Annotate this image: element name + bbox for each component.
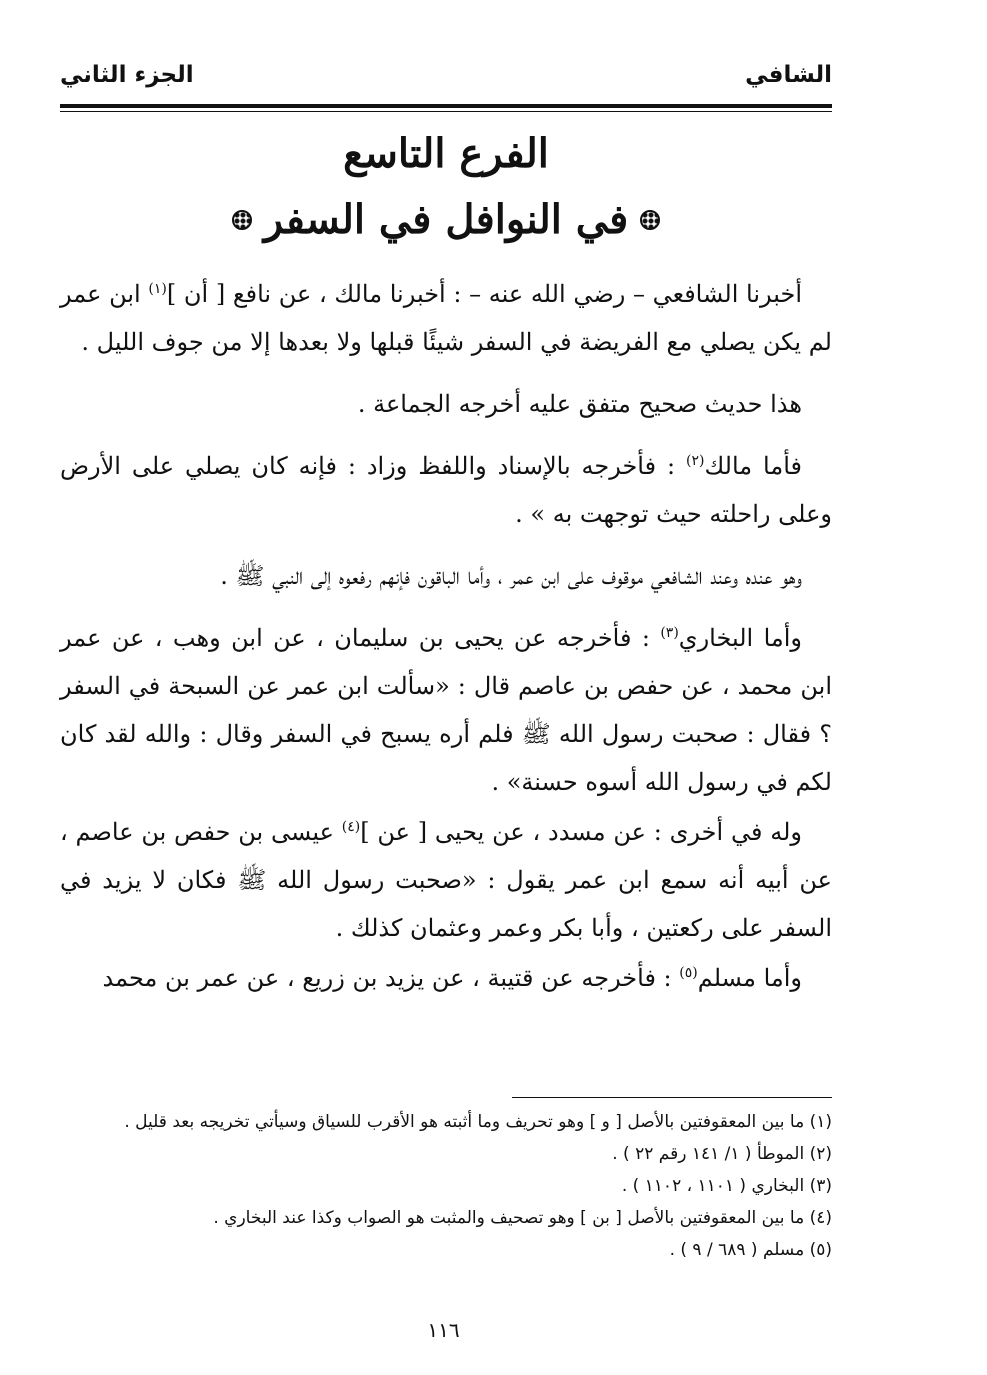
ornament-icon xyxy=(640,210,660,230)
footnote-2: (٢) الموطأ ( ١/ ١٤١ رقم ٢٢ ) . xyxy=(612,1144,832,1164)
running-header xyxy=(60,62,832,88)
footnote-ref[interactable]: (٥) xyxy=(679,965,698,981)
footnote-ref[interactable]: (٣) xyxy=(660,625,679,641)
section-title xyxy=(60,192,832,248)
section-title-text: في النوافل في السفر xyxy=(263,196,629,243)
footnote-5: (٥) مسلم ( ٦٨٩ / ٩ ) . xyxy=(669,1240,832,1260)
paragraph-1: أخبرنا الشافعي – رضي الله عنه – : أخبرنا مالك ، عن نافع [ أن ]$^{(١)}$ ابن عمر لم يكن يصلي مع الفريضة في السفر شيئًا قبلها ولا بعدها إلا من جوف الليل . xyxy=(60,280,832,356)
header-volume: الجزء الثاني xyxy=(60,62,194,88)
paragraph-5: وأما البخاري$^{(٣)}$ : فأخرجه عن يحيى بن سليمان ، عن ابن وهب ، عن عمر ابن محمد ، عن حفص بن عاصم قال : «سألت ابن عمر عن السبحة في السفر ؟ فقال : صحبت رسول الله ﷺ فلم أره يسبح في السفر وقال : والله لقد كان لكم في رسول الله أسوه حسنة» . xyxy=(60,624,832,796)
footnote-rule xyxy=(512,1097,832,1098)
footnote-ref[interactable]: (١) xyxy=(148,281,167,297)
body-text xyxy=(60,270,832,1004)
header-book-title: الشافي xyxy=(745,62,832,88)
paragraph-4: وهو عنده وعند الشافعي موقوف على ابن عمر ، وأما الباقون فإنهم رفعوه إلى النبي ﷺ . xyxy=(220,562,802,590)
footnote-4: (٤) ما بين المعقوفتين بالأصل [ بن ] وهو تصحيف والمثبت هو الصواب وكذا عند البخاري . xyxy=(213,1208,832,1228)
ornament-icon xyxy=(232,210,252,230)
paragraph-7: وأما مسلم$^{(٥)}$ : فأخرجه عن قتيبة ، عن يزيد بن زريع ، عن عمر بن محمد xyxy=(102,964,802,992)
footnote-ref[interactable]: (٤) xyxy=(341,819,361,835)
paragraph-6: وله في أخرى : عن مسدد ، عن يحيى [ عن ]$^{(٤)}$ عيسى بن حفص بن عاصم ، عن أبيه أنه سمع ابن عمر يقول : «صحبت رسول الله ﷺ فكان لا يزيد في السفر على ركعتين ، وأبا بكر وعمر وعثمان كذلك . xyxy=(60,818,832,942)
paragraph-2: هذا حديث صحيح متفق عليه أخرجه الجماعة . xyxy=(357,390,802,418)
paragraph-3: فأما مالك$^{(٢)}$ : فأخرجه بالإسناد واللفظ وزاد : فإنه كان يصلي على الأرض وعلى راحلته حيث توجهت به » . xyxy=(60,452,832,528)
footnote-1: (١) ما بين المعقوفتين بالأصل [ و ] وهو تحريف وما أثبته هو الأقرب للسياق وسيأتي تخريجه بعد قليل . xyxy=(124,1112,832,1132)
chapter-title: الفرع التاسع xyxy=(343,130,549,177)
footnote-3: (٣) البخاري ( ١١٠١ ، ١١٠٢ ) . xyxy=(621,1176,832,1196)
footnote-ref[interactable]: (٢) xyxy=(685,453,705,469)
footnotes xyxy=(60,1106,832,1266)
header-rule xyxy=(60,104,832,112)
page-number: ١١٦ xyxy=(427,1318,460,1342)
